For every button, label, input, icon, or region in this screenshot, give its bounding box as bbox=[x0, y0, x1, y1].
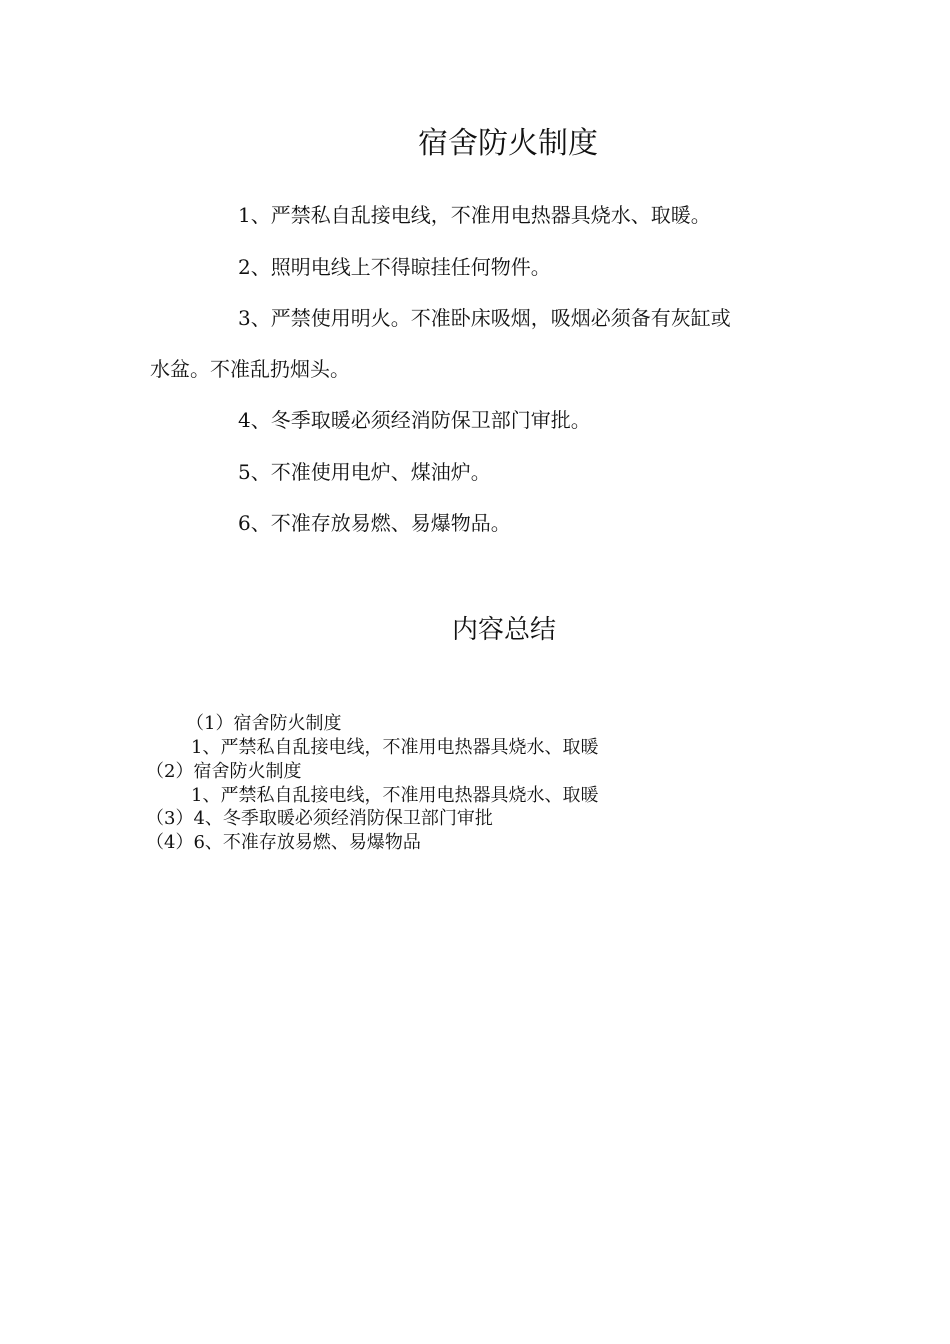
rule-item-4: 4、冬季取暖必须经消防保卫部门审批。 bbox=[238, 408, 591, 432]
rule-item-3-continued: 水盆。不准乱扔烟头。 bbox=[150, 357, 350, 381]
summary-line-2: 1、严禁私自乱接电线，不准用电热器具烧水、取暖 bbox=[191, 737, 599, 758]
summary-line-5: （3）4、冬季取暖必须经消防保卫部门审批 bbox=[146, 808, 493, 829]
rule-item-5: 5、不准使用电炉、煤油炉。 bbox=[238, 460, 491, 484]
rule-item-6: 6、不准存放易燃、易爆物品。 bbox=[238, 511, 511, 535]
document-title: 宿舍防火制度 bbox=[418, 126, 598, 161]
summary-line-3: （2）宿舍防火制度 bbox=[146, 761, 302, 782]
summary-line-1: （1）宿舍防火制度 bbox=[186, 713, 342, 734]
summary-line-4: 1、严禁私自乱接电线，不准用电热器具烧水、取暖 bbox=[191, 785, 599, 806]
summary-line-6: （4）6、不准存放易燃、易爆物品 bbox=[146, 832, 421, 853]
rule-item-1: 1、严禁私自乱接电线，不准用电热器具烧水、取暖。 bbox=[238, 203, 711, 227]
rule-item-2: 2、照明电线上不得晾挂任何物件。 bbox=[238, 255, 551, 279]
summary-title: 内容总结 bbox=[451, 615, 556, 645]
rule-item-3: 3、严禁使用明火。不准卧床吸烟，吸烟必须备有灰缸或 bbox=[238, 306, 731, 330]
